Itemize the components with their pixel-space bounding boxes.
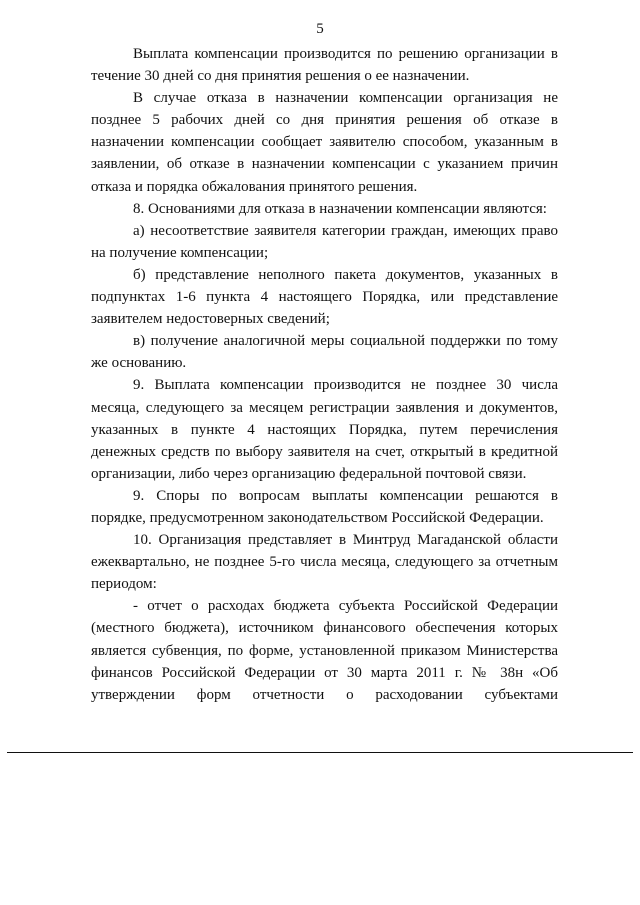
list-item-ground-b: б) представление неполного пакета документов, указанных в подпунктах 1-6 пункта 4 настоящего Порядка, или представление заявителем недостоверных сведений;	[91, 266, 558, 328]
paragraph-disputes: 9. Споры по вопросам выплаты компенсации решаются в порядке, предусмотренном законодательством Российской Федерации.	[91, 487, 558, 526]
paragraph-reporting: 10. Организация представляет в Минтруд Магаданской области ежеквартально, не позднее 5-го числа месяца, следующего за отчетным периодом:	[91, 532, 558, 593]
page-number: 5	[316, 21, 324, 37]
list-item-ground-a: а) несоответствие заявителя категории граждан, имеющих право на получение компенсации;	[91, 222, 558, 261]
paragraph-refusal-grounds-heading: 8. Основаниями для отказа в назначении компенсации являются:	[133, 200, 547, 217]
paragraph-payment-decision: Выплата компенсации производится по решению организации в течение 30 дней со дня принятия решения о ее назначении.	[91, 46, 558, 85]
footer-rule	[7, 752, 633, 753]
list-item-ground-c: в) получение аналогичной меры социальной поддержки по тому же основанию.	[91, 333, 558, 372]
document-body	[91, 43, 558, 706]
paragraph-payment-deadline: 9. Выплата компенсации производится не позднее 30 числа месяца, следующего за месяцем регистрации заявления и документов, указанных в пункте 4 настоящих Порядка, путем перечисления денежных средств по выбору заявителя на счет, открытый в кредитной организации, либо через организацию федеральной почтовой связи.	[91, 377, 558, 482]
paragraph-refusal-notice: В случае отказа в назначении компенсации организация не позднее 5 рабочих дней со дня принятия решения об отказе в назначении компенсации сообщает заявителю способом, указанным в заявлении, об отказе в назначении компенсации с указанием причин отказа и порядка обжалования принятого решения.	[91, 90, 558, 195]
list-item-expense-report: - отчет о расходах бюджета субъекта Российской Федерации (местного бюджета), источником финансового обеспечения которых является субвенция, по форме, установленной приказом Министерства финансов Российской Федерации от 30 марта 2011 г. № 38н «Об утверждении форм отчетности о расходовании субъектами	[91, 598, 558, 703]
